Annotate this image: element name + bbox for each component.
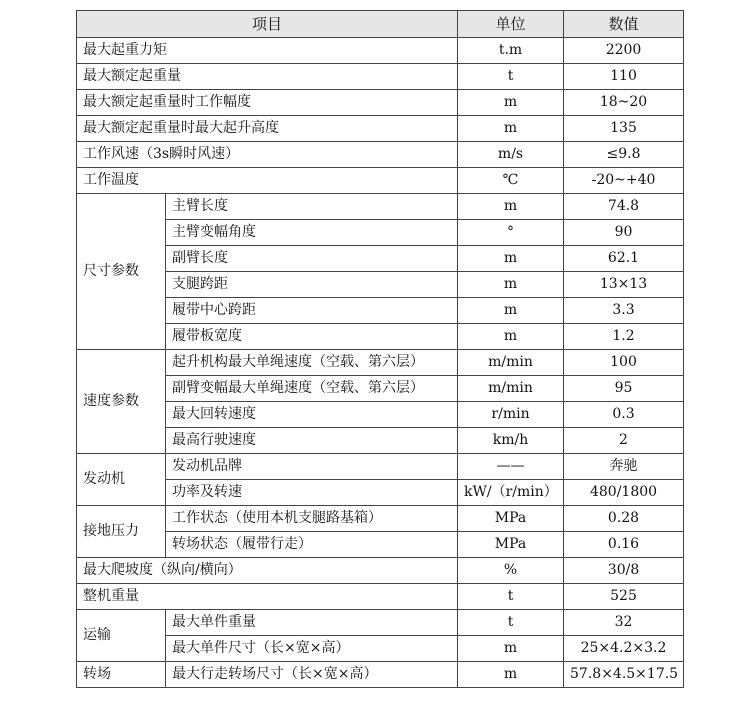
- row-value: 3.3: [564, 298, 684, 324]
- row-value: 30/8: [564, 558, 684, 584]
- row-unit: t: [458, 610, 564, 636]
- header-item: 项目: [77, 11, 458, 38]
- row-unit: m: [458, 90, 564, 116]
- table-row: [77, 376, 684, 402]
- row-value: 74.8: [564, 194, 684, 220]
- row-unit: ——: [458, 454, 564, 480]
- row-label: 工作温度: [77, 168, 458, 194]
- table-row: [77, 532, 684, 558]
- group-label-transport: 运输: [77, 610, 166, 662]
- row-value: 奔驰: [564, 454, 684, 480]
- row-value: 0.3: [564, 402, 684, 428]
- row-value: ≤9.8: [564, 142, 684, 168]
- row-label: 最大额定起重量: [77, 64, 458, 90]
- table-row: [77, 64, 684, 90]
- row-unit: m: [458, 116, 564, 142]
- row-unit: kW/（r/min）: [458, 480, 564, 506]
- row-label: 起升机构最大单绳速度（空载、第六层）: [166, 350, 458, 376]
- row-unit: MPa: [458, 532, 564, 558]
- table-row: [77, 558, 684, 584]
- table-row: [77, 610, 684, 636]
- row-label: 最大单件重量: [166, 610, 458, 636]
- table-row: [77, 168, 684, 194]
- group-label-speed: 速度参数: [77, 350, 166, 454]
- table-row: [77, 584, 684, 610]
- table-row: [77, 142, 684, 168]
- row-value: 0.28: [564, 506, 684, 532]
- row-value: 100: [564, 350, 684, 376]
- row-unit: t: [458, 64, 564, 90]
- group-label-engine: 发动机: [77, 454, 166, 506]
- row-value: 525: [564, 584, 684, 610]
- row-value: 90: [564, 220, 684, 246]
- group-label-transfer: 转场: [77, 662, 166, 688]
- row-label: 最大额定起重量时工作幅度: [77, 90, 458, 116]
- row-label: 功率及转速: [166, 480, 458, 506]
- row-label: 最大回转速度: [166, 402, 458, 428]
- row-unit: °: [458, 220, 564, 246]
- group-label-ground: 接地压力: [77, 506, 166, 558]
- row-value: 13×13: [564, 272, 684, 298]
- header-unit: 单位: [458, 11, 564, 38]
- row-unit: m: [458, 272, 564, 298]
- table-row: [77, 350, 684, 376]
- row-unit: m: [458, 324, 564, 350]
- table-row: [77, 90, 684, 116]
- row-unit: km/h: [458, 428, 564, 454]
- row-unit: t: [458, 584, 564, 610]
- row-value: 62.1: [564, 246, 684, 272]
- table-row: [77, 662, 684, 688]
- table-row: [77, 272, 684, 298]
- row-value: -20~+40: [564, 168, 684, 194]
- table-row: [77, 402, 684, 428]
- row-label: 工作状态（使用本机支腿路基箱）: [166, 506, 458, 532]
- row-value: 1.2: [564, 324, 684, 350]
- header-value: 数值: [564, 11, 684, 38]
- row-label: 工作风速（3s瞬时风速）: [77, 142, 458, 168]
- row-unit: m/min: [458, 376, 564, 402]
- row-value: 2200: [564, 38, 684, 64]
- table-row: [77, 506, 684, 532]
- row-label: 副臂长度: [166, 246, 458, 272]
- row-label: 履带板宽度: [166, 324, 458, 350]
- row-value: 0.16: [564, 532, 684, 558]
- row-label: 最高行驶速度: [166, 428, 458, 454]
- row-value: 2: [564, 428, 684, 454]
- row-label: 最大爬坡度（纵向/横向）: [77, 558, 458, 584]
- table-row: [77, 194, 684, 220]
- row-label: 最大单件尺寸（长×宽×高）: [166, 636, 458, 662]
- row-value: 480/1800: [564, 480, 684, 506]
- row-label: 履带中心跨距: [166, 298, 458, 324]
- row-unit: m: [458, 636, 564, 662]
- row-unit: %: [458, 558, 564, 584]
- table-row: [77, 116, 684, 142]
- row-label: 整机重量: [77, 584, 458, 610]
- row-label: 转场状态（履带行走）: [166, 532, 458, 558]
- spec-table: [76, 10, 684, 688]
- row-label: 最大额定起重量时最大起升高度: [77, 116, 458, 142]
- row-unit: m/s: [458, 142, 564, 168]
- table-row: [77, 38, 684, 64]
- table-row: [77, 636, 684, 662]
- group-label-dimensions: 尺寸参数: [77, 194, 166, 350]
- table-row: [77, 220, 684, 246]
- row-value: 135: [564, 116, 684, 142]
- row-unit: t.m: [458, 38, 564, 64]
- row-unit: m: [458, 298, 564, 324]
- row-label: 发动机品牌: [166, 454, 458, 480]
- row-unit: m: [458, 194, 564, 220]
- row-label: 支腿跨距: [166, 272, 458, 298]
- row-unit: r/min: [458, 402, 564, 428]
- row-label: 最大行走转场尺寸（长×宽×高）: [166, 662, 458, 688]
- row-value: 95: [564, 376, 684, 402]
- row-unit: MPa: [458, 506, 564, 532]
- table-row: [77, 428, 684, 454]
- table-row: [77, 454, 684, 480]
- table-row: [77, 298, 684, 324]
- row-label: 最大起重力矩: [77, 38, 458, 64]
- row-value: 32: [564, 610, 684, 636]
- row-unit: m: [458, 246, 564, 272]
- row-label: 主臂变幅角度: [166, 220, 458, 246]
- table-row: [77, 246, 684, 272]
- row-unit: m: [458, 662, 564, 688]
- row-label: 主臂长度: [166, 194, 458, 220]
- row-value: 110: [564, 64, 684, 90]
- header-row: [77, 11, 684, 38]
- row-unit: ℃: [458, 168, 564, 194]
- row-value: 18~20: [564, 90, 684, 116]
- row-value: 25×4.2×3.2: [564, 636, 684, 662]
- table-row: [77, 324, 684, 350]
- row-value: 57.8×4.5×17.5: [564, 662, 684, 688]
- row-unit: m/min: [458, 350, 564, 376]
- table-row: [77, 480, 684, 506]
- row-label: 副臂变幅最大单绳速度（空载、第六层）: [166, 376, 458, 402]
